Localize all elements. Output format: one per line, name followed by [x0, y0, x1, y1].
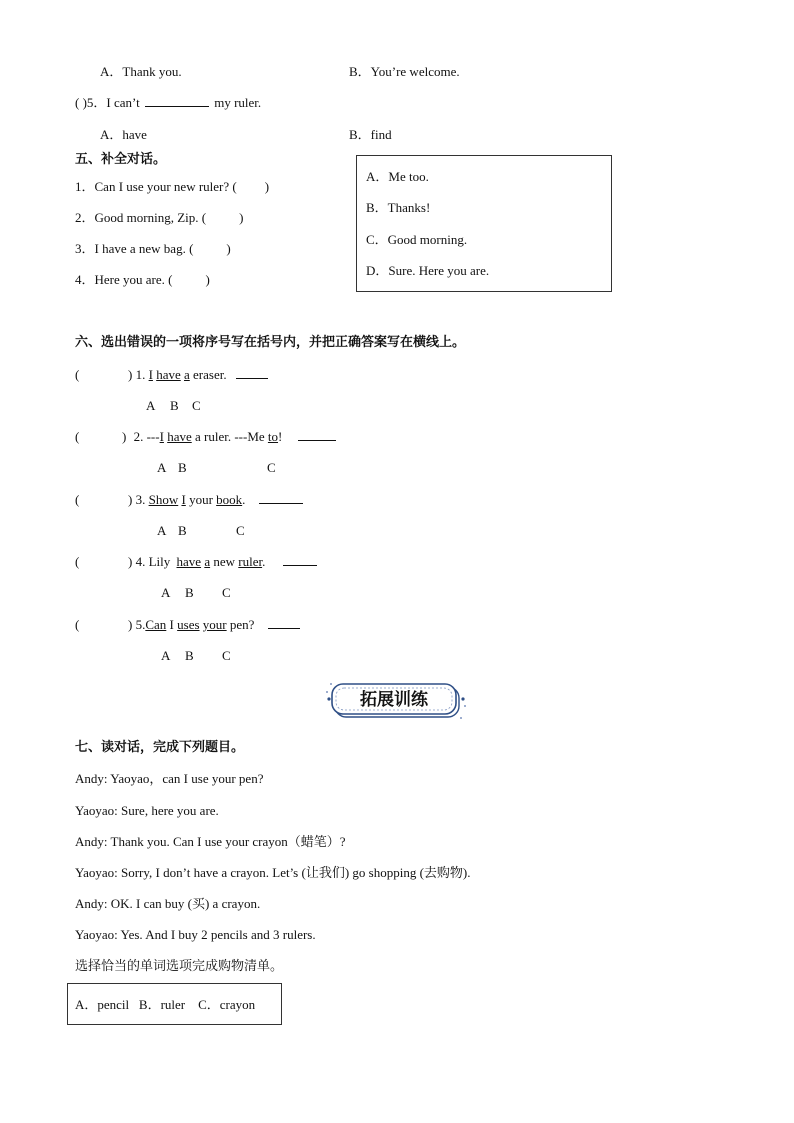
s6-q1-letter-b: B: [170, 398, 179, 413]
s5-option-d: D．Sure. Here you are.: [366, 263, 490, 278]
shopping-options-box: [67, 983, 282, 1025]
shopping-instruction: 选择恰当的单词选项完成购物清单。: [75, 959, 284, 974]
s6-q4-letter-b: B: [185, 585, 194, 600]
s6-q4-tail: .: [262, 554, 266, 569]
s6-q4-answer[interactable]: [80, 554, 126, 570]
dialogue-line-4: Yaoyao: Sorry, I don’t have a crayon. Let’s (让我们) go shopping (去购物).: [75, 865, 471, 880]
s5-item-1-close: ): [264, 179, 270, 194]
s6-q3-word-b: I: [181, 492, 186, 507]
s6-q1-word-c: a: [183, 367, 190, 382]
s6-q5-word-a: Can: [145, 617, 167, 632]
s6-q2-paren-close: ): [122, 429, 127, 444]
s5-item-3: [75, 241, 231, 257]
s6-q4-word-a: have: [176, 554, 202, 569]
s6-q2-word-b: have: [167, 429, 192, 444]
q4-item5: [75, 95, 261, 111]
s6-q1-num: 1.: [135, 367, 146, 382]
s6-q3-letter-c: C: [236, 523, 245, 538]
s6-q4: [128, 554, 317, 570]
s6-q3-tail: .: [242, 492, 246, 507]
s6-q4-paren-close: ): [128, 554, 133, 569]
s6-q1-paren-open: (: [75, 367, 80, 382]
s5-item-4-close: ): [205, 272, 210, 287]
s6-q3-blank[interactable]: [259, 492, 303, 504]
banner-title: 拓展训练: [360, 690, 428, 710]
dialogue-line-5: Andy: OK. I can buy (买) a crayon.: [75, 896, 261, 911]
s6-q3-answer[interactable]: [80, 492, 126, 508]
s5-option-a: A．Me too.: [366, 169, 429, 184]
q4-item5-blank[interactable]: [145, 95, 209, 107]
s5-item-1-text: 1．Can I use your new ruler? (: [75, 179, 237, 194]
s6-q3-paren-close: ): [128, 492, 133, 507]
s6-q3: [128, 492, 303, 508]
s6-q3-letter-b: B: [178, 523, 187, 538]
s5-options-box: [356, 155, 612, 292]
s6-q5-mid: I: [169, 617, 174, 632]
banner: [325, 680, 467, 722]
dialogue-line-6: Yaoyao: Yes. And I buy 2 pencils and 3 rulers.: [75, 927, 316, 942]
s6-q5-word-c: your: [202, 617, 227, 632]
s6-q4-blank[interactable]: [283, 554, 317, 566]
s6-q1-letter-a: A: [146, 398, 156, 413]
s5-item-1: [75, 179, 269, 195]
s6-q1-paren-close: ): [128, 367, 133, 382]
s6-q4-letter-a: A: [161, 585, 171, 600]
s6-q2-mid: a ruler. ---Me: [194, 429, 265, 444]
s5-item-2-text: 2．Good morning, Zip. (: [75, 210, 207, 225]
s6-q5-letter-c: C: [222, 648, 231, 663]
s6-q5-paren-close: ): [128, 617, 133, 632]
s6-q2-letter-b: B: [178, 460, 187, 475]
s6-q2-num: 2. ---: [133, 429, 160, 444]
s6-q4-mid: new: [213, 554, 236, 569]
s5-option-b: B．Thanks!: [366, 200, 431, 215]
s5-item-4: [75, 272, 210, 288]
s6-q1-blank[interactable]: [236, 367, 268, 379]
s6-q2-blank[interactable]: [298, 429, 336, 441]
s6-q5-word-b: uses: [177, 617, 200, 632]
s6-q5-tail: pen?: [229, 617, 255, 632]
section-5-title: 五、补全对话。: [75, 152, 167, 167]
s6-q1-tail: eraser.: [193, 367, 227, 382]
s6-q5-num: 5.: [135, 617, 146, 632]
s6-q5-letter-b: B: [185, 648, 194, 663]
s6-q5-blank[interactable]: [268, 617, 300, 629]
dialogue-line-1: Andy: Yaoyao，can I use your pen?: [75, 771, 264, 786]
s6-q3-letter-a: A: [157, 523, 167, 538]
s6-q2: [122, 429, 336, 445]
s6-q3-paren-open: (: [75, 492, 80, 507]
s5-item-3-text: 3．I have a new bag. (: [75, 241, 194, 256]
s6-q4-letter-c: C: [222, 585, 231, 600]
s6-q2-tail: !: [278, 429, 283, 444]
section-7-title: 七、读对话，完成下列题目。: [75, 740, 245, 755]
s6-q3-mid: your: [189, 492, 213, 507]
q4-item4-option-b: B．You’re welcome.: [349, 64, 460, 79]
s6-q5-letter-a: A: [161, 648, 171, 663]
s6-q4-word-b: a: [204, 554, 211, 569]
q4-item5-option-b: B．find: [349, 127, 392, 142]
q4-item5-tail: my ruler.: [214, 95, 262, 110]
section-6-title: 六、选出错误的一项将序号写在括号内，并把正确答案写在横线上。: [75, 335, 466, 350]
s6-q2-paren-open: (: [75, 429, 80, 444]
s6-q2-letter-a: A: [157, 460, 167, 475]
s6-q2-word-a: I: [159, 429, 164, 444]
q4-item4-option-a: A．Thank you.: [100, 64, 182, 79]
s6-q3-word-a: Show: [148, 492, 179, 507]
s6-q2-word-c: to: [267, 429, 279, 444]
s6-q1: [128, 367, 268, 383]
s6-q5-paren-open: (: [75, 617, 80, 632]
shopping-options: A．pencil B．ruler C．crayon: [75, 997, 256, 1012]
dialogue-line-2: Yaoyao: Sure, here you are.: [75, 803, 219, 818]
q4-item5-option-a: A．have: [100, 127, 147, 142]
s6-q5: [128, 617, 300, 633]
s5-item-2-close: ): [239, 210, 244, 225]
s6-q4-word-c: ruler: [238, 554, 263, 569]
s6-q3-num: 3.: [135, 492, 146, 507]
dialogue-line-3: Andy: Thank you. Can I use your crayon（蜡笔）?: [75, 834, 346, 849]
s6-q1-word-a: I: [148, 367, 153, 382]
s6-q1-answer[interactable]: [80, 367, 126, 383]
s6-q4-paren-open: (: [75, 554, 80, 569]
q4-item5-stem: ( )5．I can’t: [75, 95, 140, 110]
s5-item-3-close: ): [226, 241, 231, 256]
s6-q2-letter-c: C: [267, 460, 276, 475]
s5-item-2: [75, 210, 243, 226]
s5-item-4-text: 4．Here you are. (: [75, 272, 173, 287]
s6-q2-answer[interactable]: [80, 429, 120, 445]
s5-option-c: C．Good morning.: [366, 232, 468, 247]
s6-q5-answer[interactable]: [80, 617, 126, 633]
s6-q1-letter-c: C: [192, 398, 201, 413]
s6-q4-num: 4. Lily: [135, 554, 171, 569]
s6-q1-word-b: have: [156, 367, 181, 382]
s6-q3-word-c: book: [216, 492, 243, 507]
